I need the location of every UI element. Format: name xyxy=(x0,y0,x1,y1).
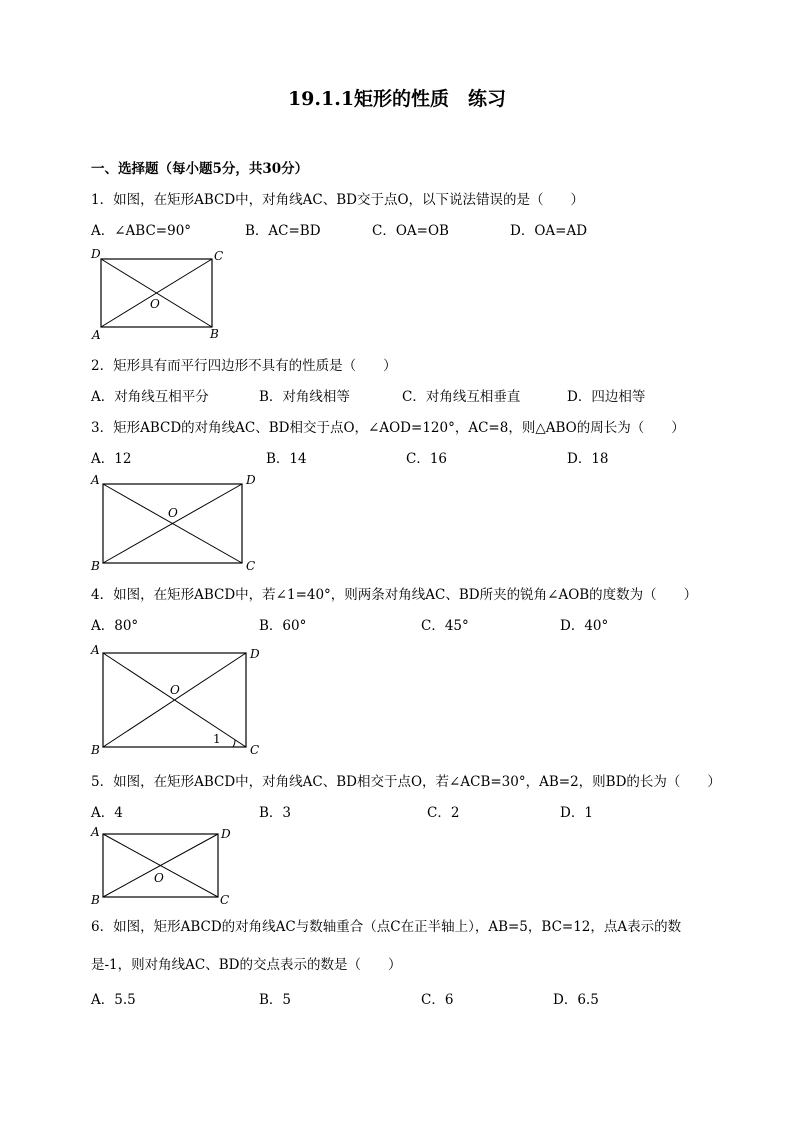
question-text: 如图，矩形ABCD的对角线AC与数轴重合（点C在正半轴上），AB=5，BC=12，点A表示的数 xyxy=(113,919,682,935)
question-text: 矩形具有而平行四边形不具有的性质是（ ） xyxy=(113,358,397,374)
q4-option-c[interactable]: C．45° xyxy=(421,618,469,634)
q2-option-b[interactable]: B．对角线相等 xyxy=(259,389,350,405)
question-text: 如图，在矩形ABCD中，若∠1=40°，则两条对角线AC、BD所夹的锐角∠AOB的度数为（ ） xyxy=(113,587,698,603)
question-number: 4． xyxy=(91,587,114,603)
q3-option-c[interactable]: C．16 xyxy=(406,451,448,467)
q4-option-d[interactable]: D．40° xyxy=(560,618,609,634)
q5-option-b[interactable]: B．3 xyxy=(259,805,292,821)
label-c: C xyxy=(250,743,260,757)
label-d: D xyxy=(246,473,256,487)
label-b: B xyxy=(91,743,100,757)
question-6 xyxy=(91,915,681,935)
label-o: O xyxy=(170,683,180,697)
question-3 xyxy=(91,416,685,436)
q5-option-a[interactable]: A．4 xyxy=(91,805,123,821)
label-o: O xyxy=(150,297,160,311)
question-number: 6． xyxy=(91,919,114,935)
label-c: C xyxy=(246,559,256,573)
q3-option-d[interactable]: D．18 xyxy=(567,451,609,467)
label-c: C xyxy=(214,249,224,263)
q6-option-a[interactable]: A．5.5 xyxy=(91,992,136,1008)
label-c: C xyxy=(220,893,230,907)
q2-option-a[interactable]: A．对角线互相平分 xyxy=(91,389,209,405)
q5-option-d[interactable]: D．1 xyxy=(560,805,593,821)
q1-figure xyxy=(88,246,238,346)
label-a: A xyxy=(91,825,100,839)
label-d: D xyxy=(221,827,231,841)
question-2 xyxy=(91,354,397,374)
section-heading: 一、选择题（每小题5分，共30分） xyxy=(91,161,309,177)
q1-option-c[interactable]: C．OA=OB xyxy=(372,223,449,239)
q5-figure xyxy=(88,824,238,906)
question-number: 1． xyxy=(91,192,114,208)
q2-option-d[interactable]: D．四边相等 xyxy=(567,389,646,405)
question-text: 矩形ABCD的对角线AC、BD相交于点O，∠AOD=120°，AC=8，则△ABO的周长为（ ） xyxy=(113,420,685,436)
q6-option-b[interactable]: B．5 xyxy=(259,992,292,1008)
question-number: 3． xyxy=(91,420,114,436)
question-text: 如图，在矩形ABCD中，对角线AC、BD相交于点O，若∠ACB=30°，AB=2，则BD的长为（ ） xyxy=(113,774,721,790)
question-1 xyxy=(91,188,584,208)
q1-option-d[interactable]: D．OA=AD xyxy=(510,223,588,239)
label-o: O xyxy=(168,506,178,520)
question-number: 2． xyxy=(91,358,114,374)
label-d: D xyxy=(91,247,101,261)
q6-option-c[interactable]: C．6 xyxy=(421,992,454,1008)
q2-option-c[interactable]: C．对角线互相垂直 xyxy=(402,389,521,405)
q3-option-a[interactable]: A．12 xyxy=(91,451,132,467)
question-text: 如图，在矩形ABCD中，对角线AC、BD交于点O，以下说法错误的是（ ） xyxy=(113,192,585,208)
page-title: 19.1.1矩形的性质 练习 xyxy=(287,88,507,110)
label-a: A xyxy=(91,643,100,657)
question-6-continued: 是-1，则对角线AC、BD的交点表示的数是（ ） xyxy=(91,957,402,973)
label-b: B xyxy=(210,327,219,341)
q3-figure xyxy=(88,472,268,574)
label-o: O xyxy=(154,871,164,885)
q1-option-a[interactable]: A．∠ABC=90° xyxy=(91,223,192,239)
label-a: A xyxy=(92,328,101,342)
label-d: D xyxy=(250,647,260,661)
label-a: A xyxy=(91,473,100,487)
q3-option-b[interactable]: B．14 xyxy=(266,451,307,467)
angle-1-arc xyxy=(233,740,235,747)
q4-option-b[interactable]: B．60° xyxy=(259,618,307,634)
question-number: 5． xyxy=(91,774,114,790)
label-angle-1: 1 xyxy=(213,732,221,746)
q6-option-d[interactable]: D．6.5 xyxy=(553,992,599,1008)
q4-figure xyxy=(88,640,278,762)
label-b: B xyxy=(91,559,100,573)
question-5 xyxy=(91,770,721,790)
label-b: B xyxy=(91,893,100,907)
question-4 xyxy=(91,583,697,603)
q1-option-b[interactable]: B．AC=BD xyxy=(245,223,321,239)
q5-option-c[interactable]: C．2 xyxy=(427,805,460,821)
q4-option-a[interactable]: A．80° xyxy=(91,618,139,634)
